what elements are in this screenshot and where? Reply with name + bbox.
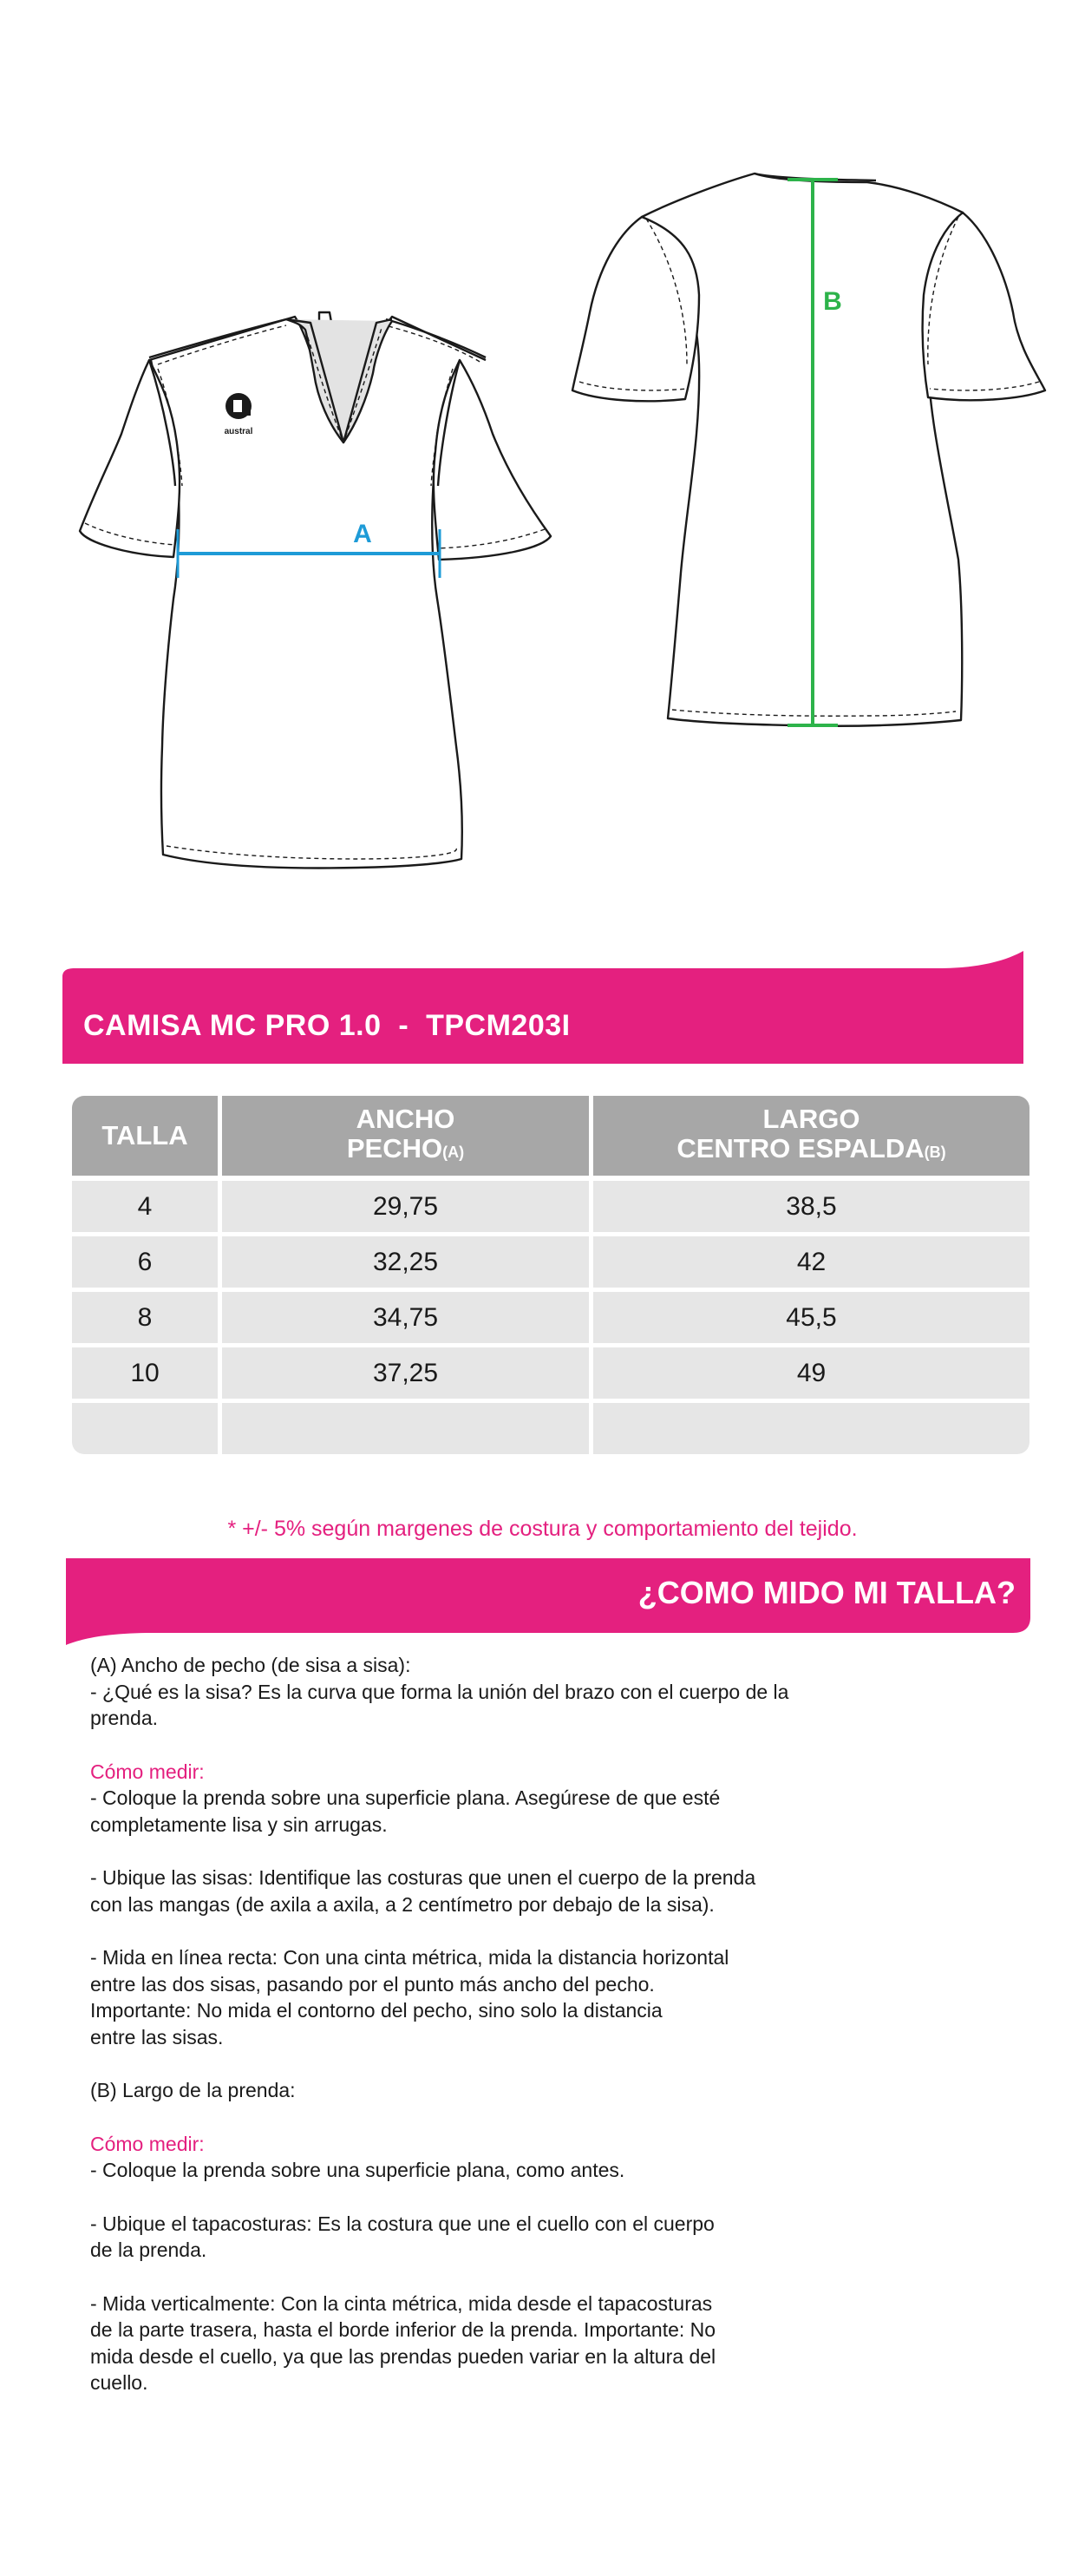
label-a: A — [353, 520, 372, 548]
section-a-step-2: - Ubique las sisas: Identifique las costuras que unen el cuerpo de la prenda con las mangas (de axila a axila, a 2 centímetro por debajo de la sisa). — [90, 1866, 756, 1916]
section-b-heading: (B) Largo de la prenda: — [90, 2079, 296, 2101]
cell-ancho: 34,75 — [222, 1292, 593, 1347]
product-title: CAMISA MC PRO 1.0 - TPCM203I — [83, 1009, 571, 1042]
cell-ancho: 29,75 — [222, 1181, 593, 1236]
section-b-como-medir: Cómo medir: — [90, 2132, 205, 2155]
logo-wordmark: austral — [224, 427, 253, 436]
cell-largo: 38,5 — [593, 1181, 1029, 1236]
table-row — [72, 1181, 1029, 1236]
section-b-step-2: - Ubique el tapacosturas: Es la costura que une el cuello con el cuerpo de la prenda. — [90, 2212, 715, 2261]
tolerance-note: * +/- 5% según margenes de costura y comportamiento del tejido. — [227, 1517, 858, 1541]
cell-talla: 6 — [72, 1236, 222, 1292]
section-b-step-3: - Mida verticalmente: Con la cinta métrica, mida desde el tapacosturas de la parte trasera, hasta el borde inferior de la prenda. Importante: No mida desde el cuello, ya que las prendas pueden variar en la altura del cuello. — [90, 2291, 716, 2394]
cell-largo: 49 — [593, 1347, 1029, 1403]
title-banner — [62, 951, 1023, 1064]
cell-ancho — [222, 1403, 593, 1454]
header-largo-centro-espalda: LARGO CENTRO ESPALDA(B) — [593, 1096, 1029, 1181]
section-a-heading: (A) Ancho de pecho (de sisa a sisa): — [90, 1654, 411, 1676]
table-header-row — [72, 1096, 1029, 1181]
section-a-step-3: - Mida en línea recta: Con una cinta métrica, mida la distancia horizontal entre las dos sisas, pasando por el punto más ancho del pecho. Importante: No mida el contorno del pecho, sino solo la distancia entre las sisas. — [90, 1946, 729, 2048]
back-shirt-illustration — [572, 174, 1045, 726]
size-table — [72, 1096, 1029, 1454]
garment-diagrams — [0, 0, 1085, 911]
table-row — [72, 1403, 1029, 1454]
section-b-step-1: - Coloque la prenda sobre una superficie plana, como antes. — [90, 2159, 625, 2181]
cell-talla: 4 — [72, 1181, 222, 1236]
how-to-title: ¿COMO MIDO MI TALLA? — [637, 1575, 1016, 1610]
section-a-step-1: - Coloque la prenda sobre una superficie plana. Asegúrese de que esté completamente lisa y sin arrugas. — [90, 1786, 721, 1836]
table-row — [72, 1347, 1029, 1403]
cell-ancho: 37,25 — [222, 1347, 593, 1403]
cell-largo: 42 — [593, 1236, 1029, 1292]
label-b: B — [823, 287, 842, 316]
header-ancho-pecho: ANCHO PECHO(A) — [222, 1096, 593, 1181]
section-a-como-medir: Cómo medir: — [90, 1760, 205, 1783]
cell-ancho: 32,25 — [222, 1236, 593, 1292]
measuring-instructions — [90, 1652, 853, 2396]
table-row — [72, 1236, 1029, 1292]
cell-talla: 8 — [72, 1292, 222, 1347]
cell-largo — [593, 1403, 1029, 1454]
cell-talla: 10 — [72, 1347, 222, 1403]
cell-talla — [72, 1403, 222, 1454]
cell-largo: 45,5 — [593, 1292, 1029, 1347]
front-shirt-illustration — [80, 312, 551, 868]
header-talla: TALLA — [72, 1096, 222, 1181]
table-row — [72, 1292, 1029, 1347]
section-a-intro: - ¿Qué es la sisa? Es la curva que forma la unión del brazo con el cuerpo de la prenda. — [90, 1680, 789, 1729]
